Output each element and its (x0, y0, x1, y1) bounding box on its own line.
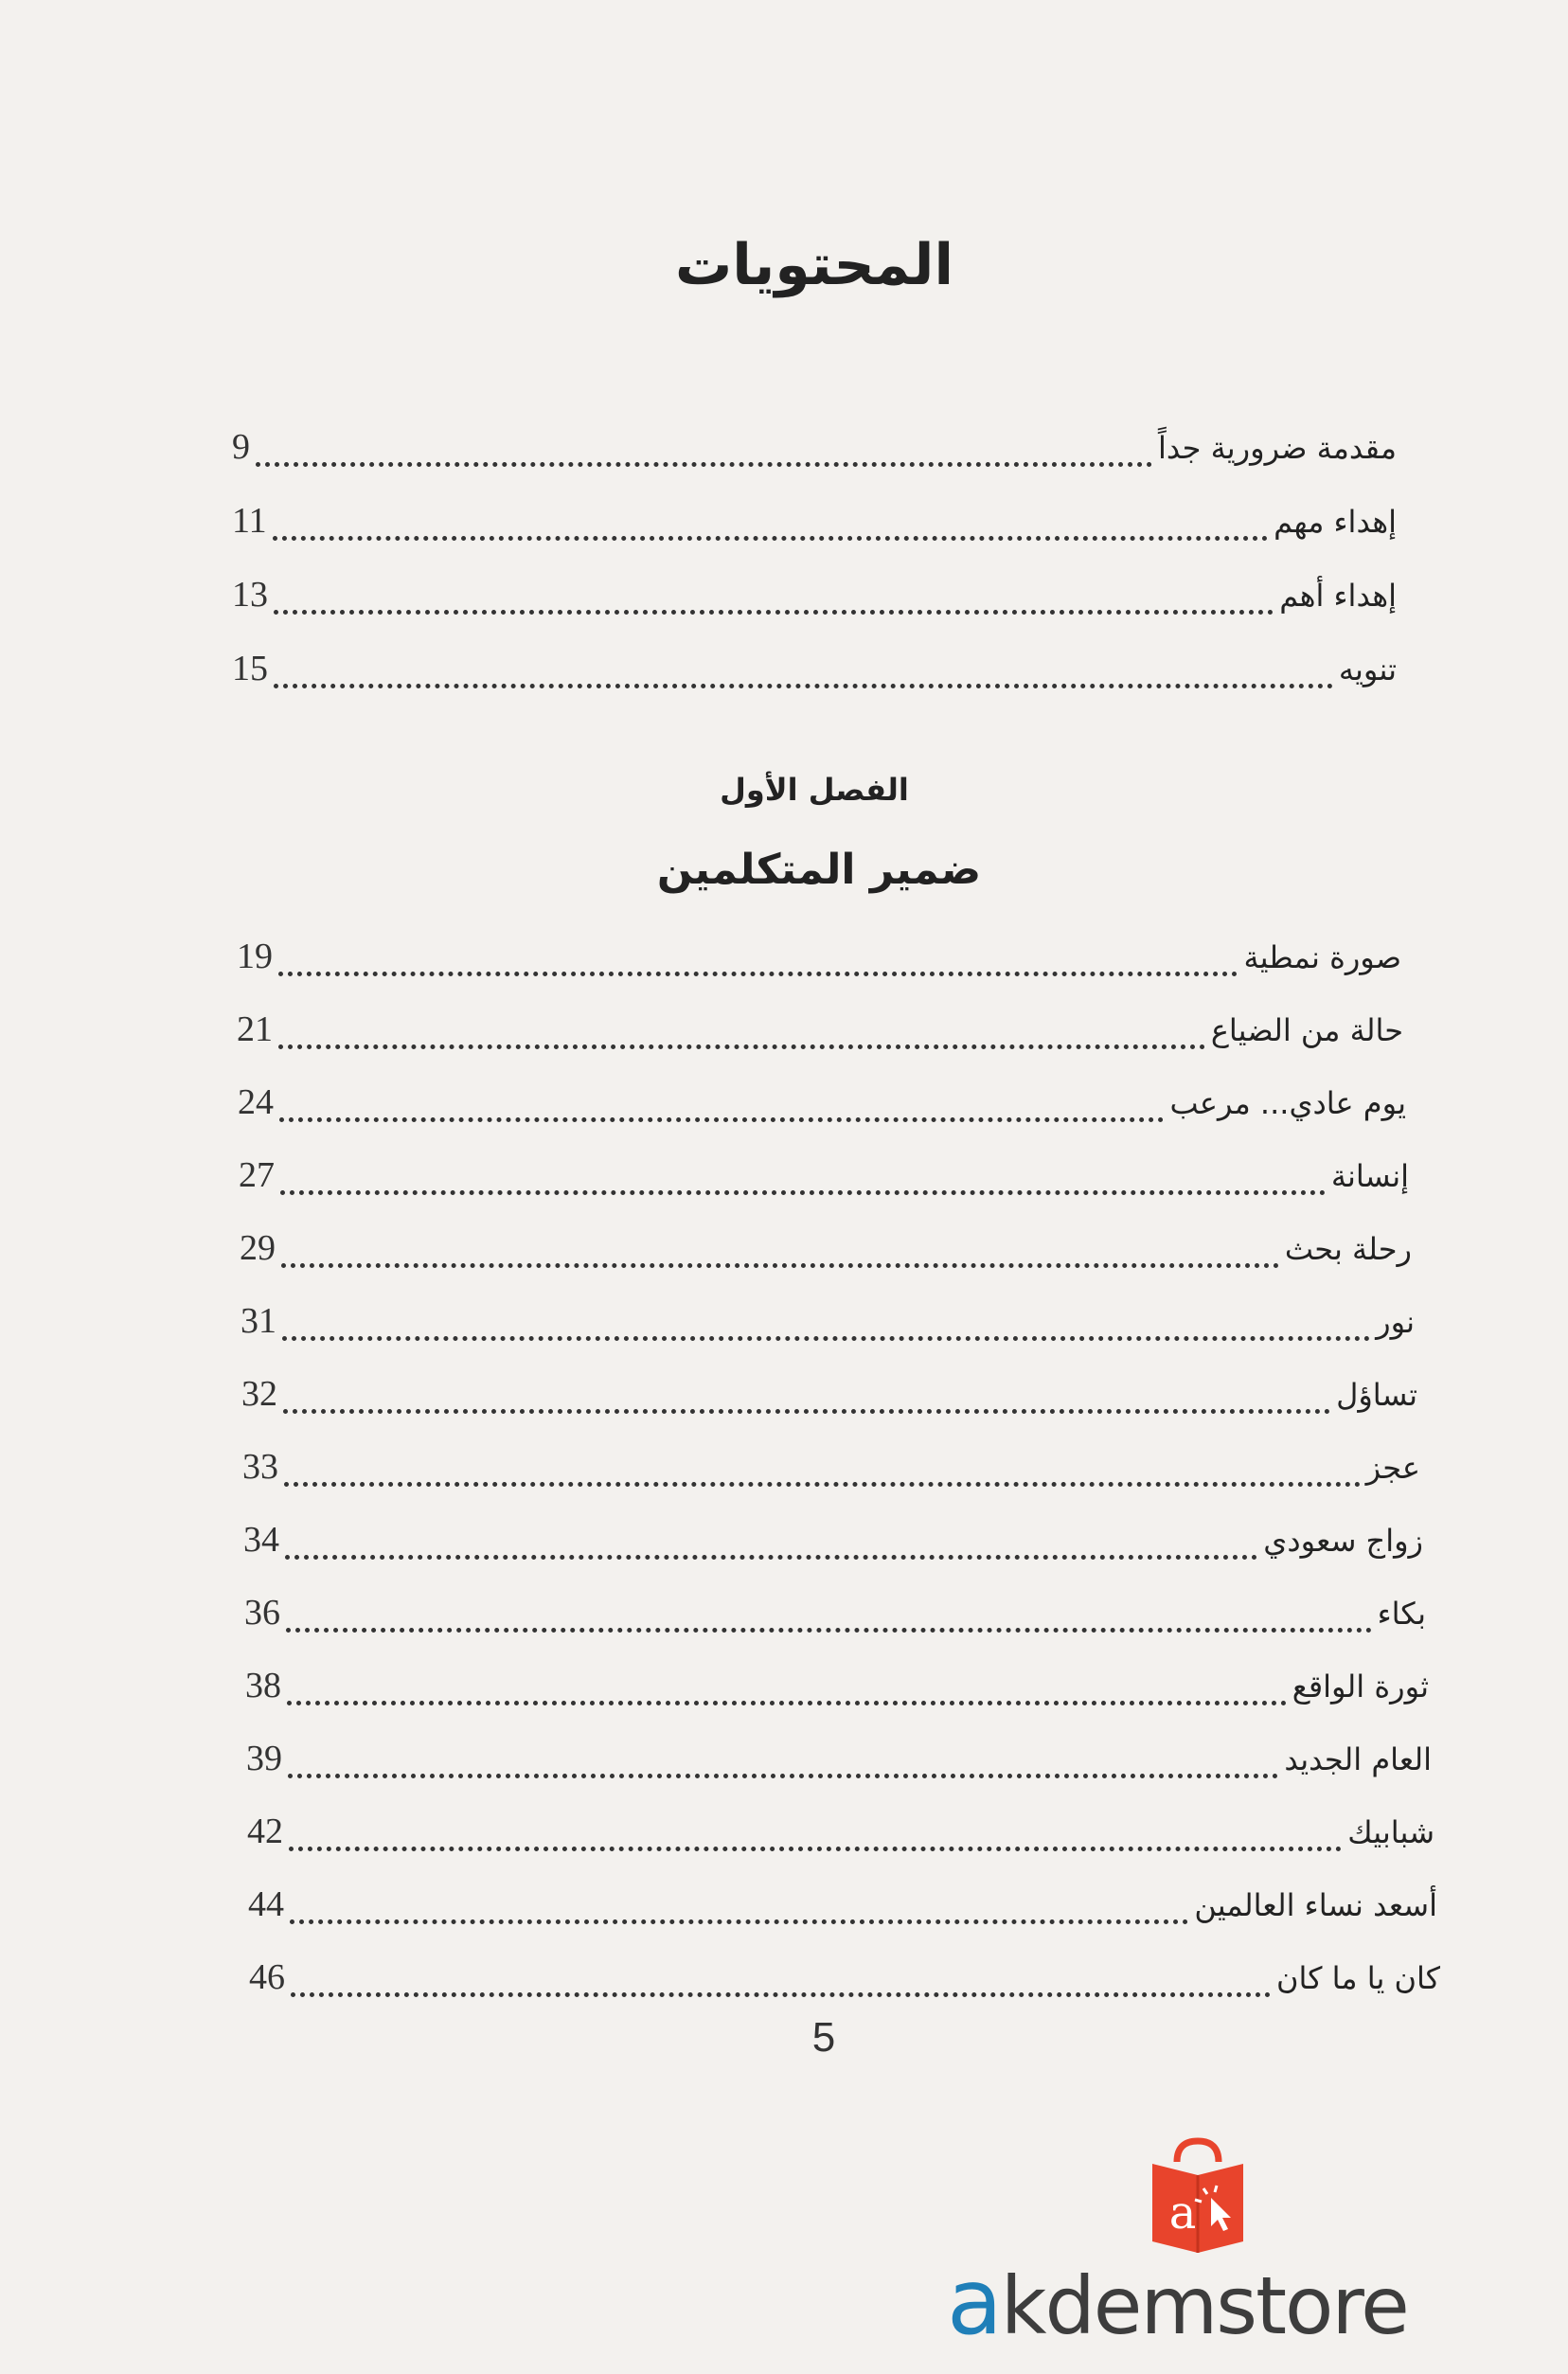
leader-dots (283, 1409, 1330, 1414)
toc-entry (249, 1949, 1440, 2006)
leader-dots (287, 1701, 1287, 1705)
toc-entry-title: يوم عادي... مرعب (1169, 1085, 1406, 1121)
toc-entry-page: 36 (244, 1593, 280, 1633)
toc-entry-title: رحلة بحث (1284, 1231, 1412, 1267)
toc-entry-title: ثورة الواقع (1292, 1669, 1429, 1705)
toc-entry-title: حالة من الضياع (1210, 1012, 1403, 1048)
leader-dots (289, 1847, 1342, 1851)
toc-entry (232, 419, 1397, 475)
toc-entry-page: 44 (248, 1884, 284, 1924)
toc-entry-page: 15 (232, 649, 268, 688)
store-watermark (947, 2249, 1477, 2355)
store-bag-icon (1141, 2135, 1255, 2258)
leader-dots (286, 1628, 1372, 1633)
leader-dots (278, 1044, 1205, 1049)
toc-entry-page: 24 (238, 1082, 274, 1122)
leader-dots (274, 684, 1333, 688)
logo-letter: a (1168, 2187, 1197, 2240)
leader-dots (280, 1190, 1326, 1195)
toc-entry-page: 32 (241, 1374, 277, 1414)
toc-entry (232, 492, 1397, 549)
toc-entry (244, 1584, 1426, 1641)
toc-entry (243, 1511, 1423, 1568)
toc-entry-page: 38 (245, 1666, 281, 1705)
leader-dots (284, 1482, 1361, 1487)
toc-entry-page: 31 (241, 1301, 276, 1341)
toc-entry-title: صورة نمطية (1243, 939, 1401, 975)
toc-entry-page: 42 (247, 1812, 283, 1851)
toc-entry-title: أسعد نساء العالمين (1194, 1887, 1437, 1923)
toc-entry-page: 33 (242, 1447, 278, 1487)
leader-dots (282, 1336, 1370, 1341)
toc-entry (241, 1293, 1415, 1349)
toc-entry-title: زواج سعودي (1263, 1523, 1423, 1559)
page-title: المحتويات (674, 232, 954, 298)
toc-entry-title: كان يا ما كان (1275, 1960, 1440, 1996)
toc-entry-title: عجز (1365, 1450, 1420, 1486)
watermark-first-letter: a (947, 2249, 1001, 2355)
toc-entry-page: 29 (240, 1228, 276, 1268)
toc-entry-page: 11 (232, 501, 267, 541)
toc-entry-page: 34 (243, 1520, 279, 1560)
leader-dots (291, 1992, 1271, 1997)
toc-entry-page: 21 (237, 1009, 273, 1049)
chapter-title: ضمير المتكلمين (656, 846, 982, 894)
toc-entry (232, 566, 1397, 623)
leader-dots (279, 1117, 1164, 1122)
toc-entry (237, 928, 1401, 985)
toc-entry (240, 1220, 1412, 1276)
toc-entry (246, 1730, 1432, 1787)
toc-entry (237, 1001, 1403, 1058)
page-number: 5 (811, 2014, 836, 2061)
toc-entry-page: 27 (239, 1155, 275, 1195)
toc-entry-title: العام الجديد (1284, 1741, 1432, 1777)
toc-entry-title: شبابيك (1347, 1814, 1434, 1850)
toc-entry-title: نور (1376, 1304, 1415, 1340)
leader-dots (288, 1774, 1278, 1778)
leader-dots (278, 972, 1238, 976)
toc-entry (232, 640, 1397, 697)
toc-entry-title: إهداء مهم (1274, 504, 1397, 540)
toc-entry-page: 39 (246, 1739, 282, 1778)
toc-entry (241, 1365, 1417, 1422)
leader-dots (256, 462, 1152, 467)
toc-entry (239, 1147, 1409, 1204)
watermark-text: kdemstore (1000, 2259, 1408, 2352)
chapter-label: الفصل الأول (720, 772, 909, 808)
leader-dots (285, 1555, 1257, 1560)
toc-entry-title: إهداء أهم (1279, 578, 1397, 614)
toc-entry-page: 46 (249, 1957, 285, 1997)
toc-entry-page: 9 (232, 427, 250, 467)
toc-entry (242, 1438, 1420, 1495)
toc-entry-page: 19 (237, 937, 273, 976)
toc-entry-title: تنويه (1338, 652, 1397, 687)
leader-dots (273, 536, 1269, 541)
toc-entry-title: مقدمة ضرورية جداً (1157, 430, 1397, 466)
leader-dots (274, 610, 1274, 615)
toc-entry (238, 1074, 1406, 1131)
toc-entry-page: 13 (232, 575, 268, 615)
toc-entry-title: بكاء (1377, 1596, 1426, 1632)
toc-entry (245, 1657, 1429, 1714)
leader-dots (281, 1263, 1279, 1268)
toc-entry-title: إنسانة (1330, 1158, 1409, 1194)
toc-entry (248, 1876, 1437, 1933)
toc-entry (247, 1803, 1434, 1860)
toc-entry-title: تساؤل (1336, 1377, 1417, 1413)
leader-dots (290, 1919, 1188, 1924)
